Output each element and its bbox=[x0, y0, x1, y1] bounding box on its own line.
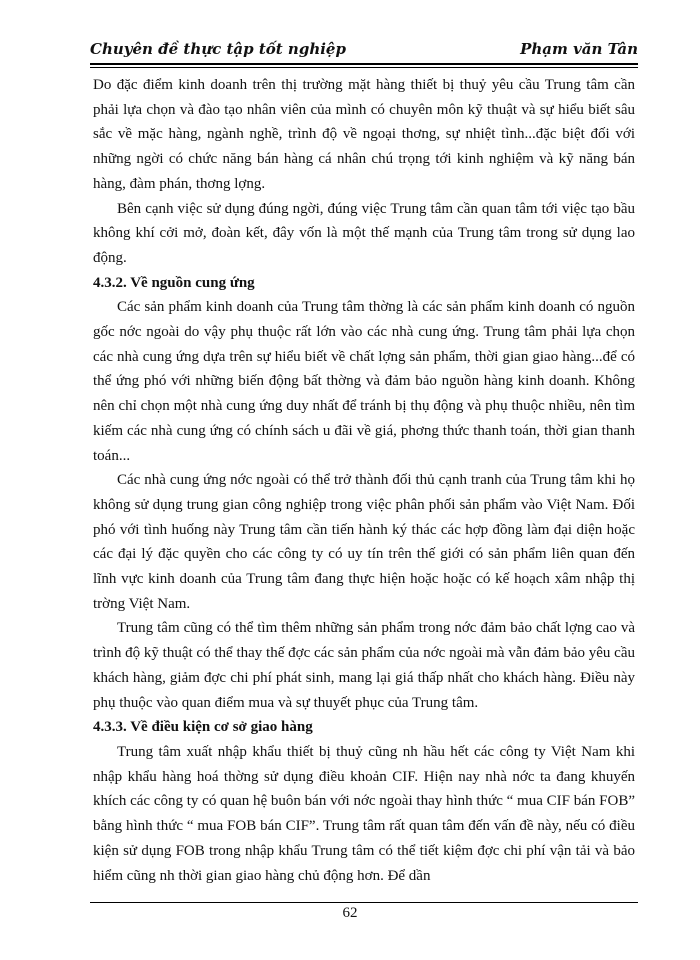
body-text bbox=[93, 73, 635, 888]
header-rule-thin bbox=[90, 67, 638, 68]
header-author: Phạm văn Tân bbox=[520, 40, 638, 58]
header-rule-thick bbox=[90, 63, 638, 65]
paragraph: Các nhà cung ứng nớc ngoài có thể trở thành đối thủ cạnh tranh của Trung tâm khi họ không sử dụng trung gian công nghiệp trong việc phân phối sản phẩm vào Việt Nam. Đối phó với tình huống này Trung tâm cần tiến hành ký thác các hợp đồng làm đại diện hoặc các đại lý đặc quyền cho các công ty có uy tín trên thế giới có sản phẩm liên quan đến lĩnh vực kinh doanh của Trung tâm đang thực hiện hoặc hoặc có kế hoạch xâm nhập thị trờng Việt Nam. bbox=[93, 472, 635, 612]
header-title: Chuyên đề thực tập tốt nghiệp bbox=[90, 40, 346, 58]
page-number: 62 bbox=[342, 905, 358, 921]
running-header bbox=[90, 40, 638, 64]
paragraph: Các sản phẩm kinh doanh của Trung tâm thờng là các sản phẩm kinh doanh có nguồn gốc nớc ngoài do vậy phụ thuộc rất lớn vào các nhà cung ứng. Trung tâm phải lựa chọn các nhà cung ứng dựa trên sự hiểu biết về chất lợng sản phẩm, thời gian giao hàng...để có thể ứng phó với những biến động bất thờng và đảm bảo nguồn hàng kinh doanh. Không nên chỉ chọn một nhà cung ứng duy nhất để tránh bị thụ động và phụ thuộc nhiều, nên tìm kiếm các nhà cung ứng có chính sách u đãi về giá, phơng thức thanh toán, thời gian thanh toán... bbox=[93, 299, 635, 464]
footer-rule bbox=[90, 902, 638, 903]
paragraph: Bên cạnh việc sử dụng đúng ngời, đúng việc Trung tâm cần quan tâm tới việc tạo bầu không khí cởi mở, đoàn kết, đây vốn là một thế mạnh của Trung tâm trong sử dụng lao động. bbox=[93, 200, 635, 266]
paragraph: Trung tâm xuất nhập khẩu thiết bị thuỷ cũng nh hầu hết các công ty Việt Nam khi nhập khẩu hàng hoá thờng sử dụng điều khoản CIF. Hiện nay nhà nớc ta đang khuyến khích các công ty có quan hệ buôn bán với nớc ngoài thay hình thức “ mua CIF bán FOB” bằng hình thức “ mua FOB bán CIF”. Trung tâm rất quan tâm đến vấn đề này, nếu có điều kiện sử dụng FOB trong nhập khẩu Trung tâm có thể tiết kiệm đợc chi phí vận tải và bảo hiểm cũng nh thời gian giao hàng chủ động hơn. Để dần bbox=[93, 743, 635, 884]
paragraph: Trung tâm cũng có thể tìm thêm những sản phẩm trong nớc đảm bảo chất lợng cao và trình độ kỹ thuật có thể thay thế đợc các sản phẩm của nớc ngoài mà vẫn đảm bảo yêu cầu khách hàng, giảm đợc chi phí phát sinh, mang lại giá thấp nhất cho khách hàng. Điều này phụ thuộc vào quan điểm mua và sự thuyết phục của Trung tâm. bbox=[93, 620, 635, 711]
section-heading: 4.3.3. Về điều kiện cơ sở giao hàng bbox=[93, 719, 313, 736]
paragraph: Do đặc điểm kinh doanh trên thị trường mặt hàng thiết bị thuỷ yêu cầu Trung tâm cần phải lựa chọn và đào tạo nhân viên của mình có chuyên môn kỹ thuật và sự hiểu biết sâu sắc về mặc hàng, ngành nghề, trình độ về ngoại thơng, sự nhiệt tình...đặc biệt đối với những ngời có chức năng bán hàng cá nhân chú trọng tới kinh nghiệm và kỹ năng bán hàng, đàm phán, thơng lợng. bbox=[93, 77, 635, 192]
section-heading: 4.3.2. Về nguồn cung ứng bbox=[93, 274, 255, 291]
